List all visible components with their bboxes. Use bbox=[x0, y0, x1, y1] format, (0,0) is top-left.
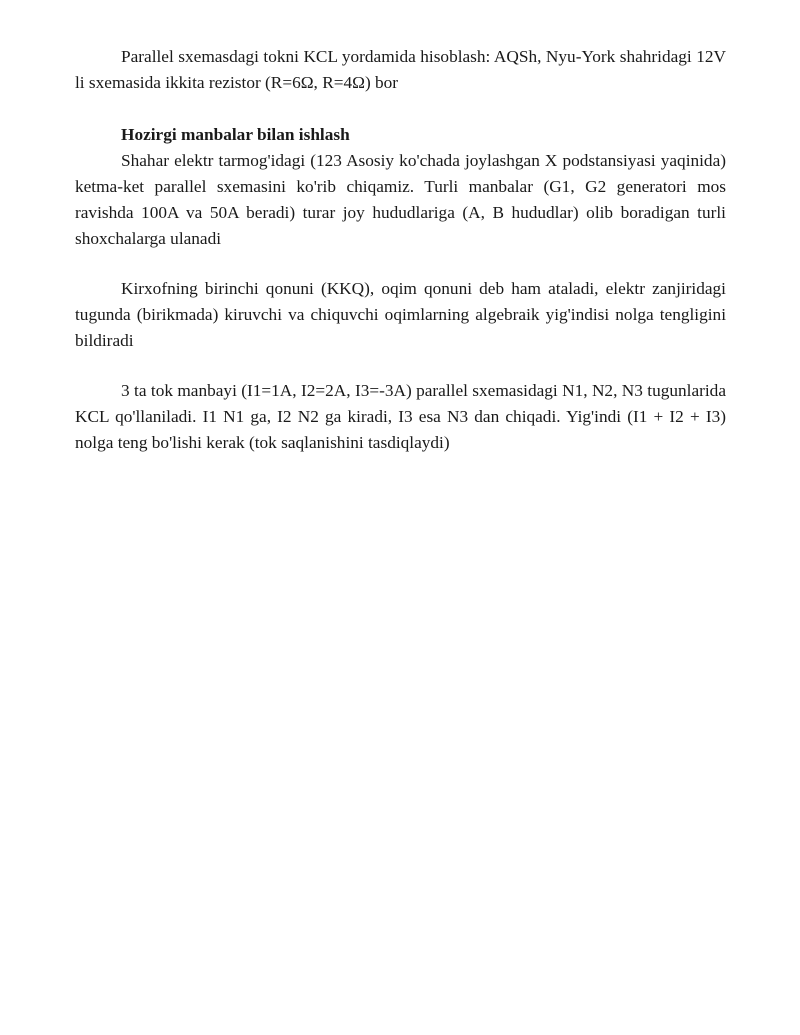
body-paragraph-2: Kirxofning birinchi qonuni (KKQ), oqim qonuni deb ham ataladi, elektr zanjiridagi tugunda (birikmada) kiruvchi va chiquvchi oqimlarning algebraik yig'indisi nolga tengligini bildiradi bbox=[75, 279, 726, 350]
body-paragraph-3: 3 ta tok manbayi (I1=1A, I2=2A, I3=-3A) parallel sxemasidagi N1, N2, N3 tugunlarida KCL qo'llaniladi. I1 N1 ga, I2 N2 ga kiradi, I3 esa N3 dan chiqadi. Yig'indi (I1 + I2 + I3) nolga teng bo'lishi kerak (tok saqlanishini tasdiqlaydi) bbox=[75, 381, 726, 452]
intro-paragraph: Parallel sxemasdagi tokni KCL yordamida hisoblash: AQSh, Nyu-York shahridagi 12V li sxemasida ikkita rezistor (R=6Ω, R=4Ω) bor bbox=[75, 47, 726, 92]
document-page bbox=[75, 44, 726, 456]
section-heading: Hozirgi manbalar bilan ishlash bbox=[121, 125, 350, 144]
body-paragraph-1: Shahar elektr tarmog'idagi (123 Asosiy ko'chada joylashgan X podstansiyasi yaqinida) ketma-ket parallel sxemasini ko'rib chiqamiz. Turli manbalar (G1, G2 generatori mos ravishda 100A va 50A beradi) turar joy hududlariga (A, B hududlar) olib boradigan turli shoxchalarga ulanadi bbox=[75, 151, 726, 248]
